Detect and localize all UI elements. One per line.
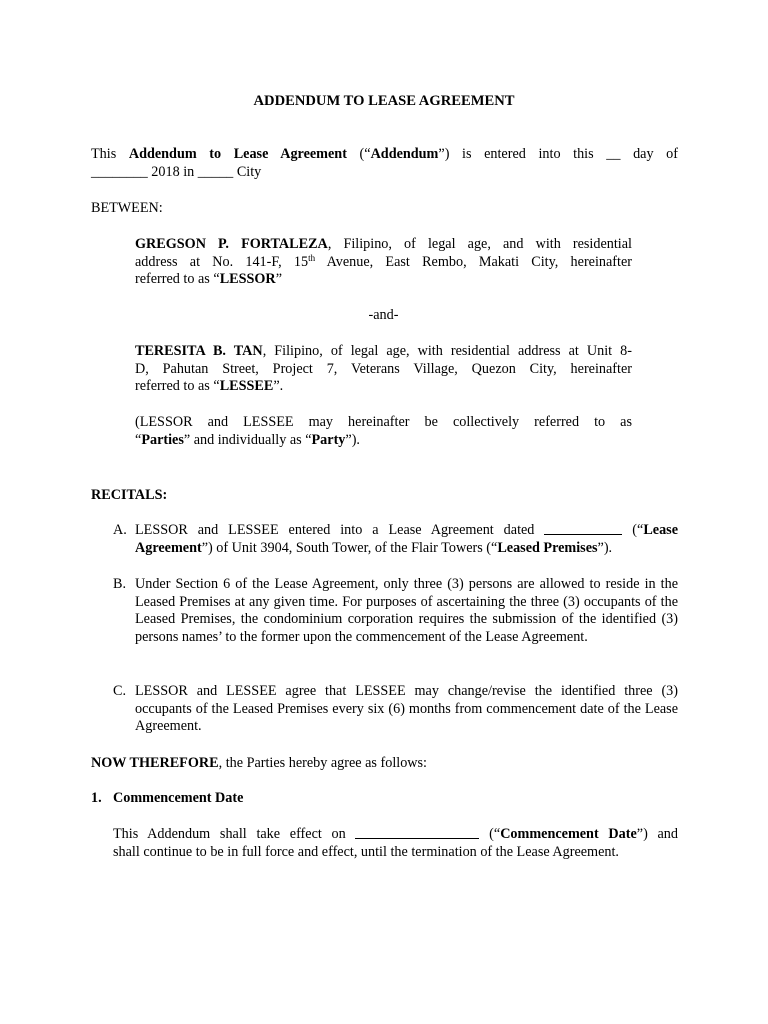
recital-a-text bbox=[135, 522, 678, 557]
recital-a-label: A. bbox=[113, 522, 127, 538]
lease-date-blank bbox=[544, 522, 622, 535]
recitals-heading: RECITALS: bbox=[91, 487, 168, 503]
document-title: ADDENDUM TO LEASE AGREEMENT bbox=[253, 93, 515, 109]
and-separator: -and- bbox=[368, 307, 399, 323]
section-1-line1: This Addendum shall take effect on (“Commencement Date”) and bbox=[113, 826, 678, 842]
recital-a-line1: LESSOR and LESSEE entered into a Lease Agreement dated (“Lease bbox=[135, 522, 678, 538]
section-1-number: 1. bbox=[91, 790, 102, 806]
recital-b-text: Under Section 6 of the Lease Agreement, only three (3) persons are allowed to reside in the Leased Premises at any given time. For purposes of ascertaining the three (3) occupants of the Leased Premises, the condominium corporation requires the submission of the identified (3) persons names’ to the former upon the commencement of the Lease Agreement. bbox=[135, 576, 678, 645]
intro-paragraph-line1: This Addendum to Lease Agreement (“Addendum”) is entered into this __ day of bbox=[91, 146, 678, 162]
lessor-line1: GREGSON P. FORTALEZA, Filipino, of legal age, and with residential bbox=[135, 236, 632, 252]
lessee-line3: referred to as “LESSEE”. bbox=[135, 378, 284, 395]
now-therefore-paragraph: NOW THEREFORE, the Parties hereby agree as follows: bbox=[91, 755, 428, 771]
lessor-block bbox=[135, 236, 632, 289]
parties-line2: “Parties” and individually as “Party”). bbox=[135, 431, 360, 448]
between-label: BETWEEN: bbox=[91, 200, 163, 216]
recital-a-line2: Agreement”) of Unit 3904, South Tower, of the Flair Towers (“Leased Premises”). bbox=[135, 539, 613, 556]
lessor-line2: address at No. 141-F, 15th Avenue, East Rembo, Makati City, hereinafter bbox=[135, 252, 632, 270]
recital-b-label: B. bbox=[113, 576, 127, 592]
lessee-line1: TERESITA B. TAN, Filipino, of legal age, with residential address at Unit 8- bbox=[135, 343, 632, 359]
recital-c-label: C. bbox=[113, 683, 127, 699]
recital-c-text: LESSOR and LESSEE agree that LESSEE may change/revise the identified three (3) occupants of the Leased Premises every six (6) months from commencement date of the Lease Agreement. bbox=[135, 683, 678, 735]
intro-paragraph-line2: ________ 2018 in _____ City bbox=[91, 164, 262, 180]
parties-note bbox=[135, 414, 632, 449]
lessee-block bbox=[135, 343, 632, 396]
section-1-heading: Commencement Date bbox=[113, 790, 244, 806]
section-1-body bbox=[113, 826, 678, 861]
parties-line1: (LESSOR and LESSEE may hereinafter be collectively referred to as bbox=[135, 414, 632, 430]
lessor-line3: referred to as “LESSOR” bbox=[135, 271, 282, 288]
commencement-date-blank bbox=[355, 826, 479, 839]
section-1-line2: shall continue to be in full force and effect, until the termination of the Lease Agreement. bbox=[113, 843, 619, 860]
lessee-line2: D, Pahutan Street, Project 7, Veterans Village, Quezon City, hereinafter bbox=[135, 360, 632, 377]
